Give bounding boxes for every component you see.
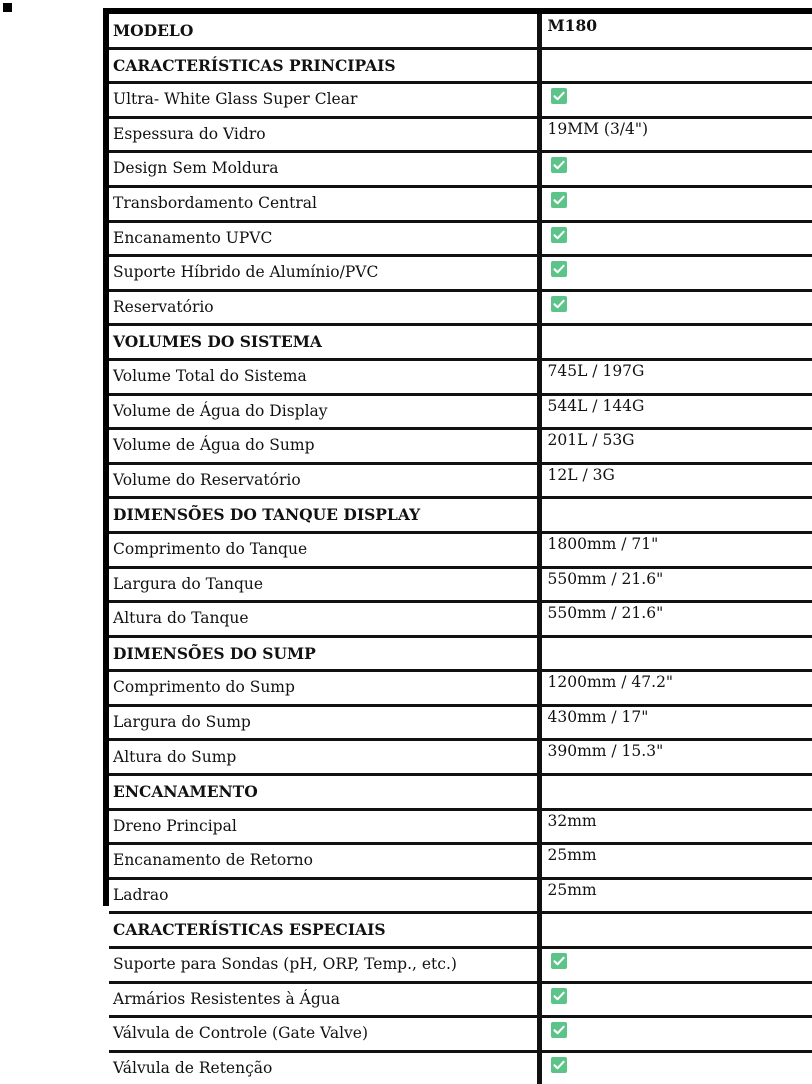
row-label: Volume de Água do Sump	[109, 429, 539, 464]
table-row	[109, 809, 812, 844]
row-label: MODELO	[109, 14, 539, 48]
table-row	[109, 532, 812, 567]
square-bullet-icon	[3, 3, 12, 12]
row-value	[539, 636, 812, 671]
row-label: Volume do Reservatório	[109, 463, 539, 498]
row-value: 544L / 144G	[539, 394, 812, 429]
table-row	[109, 878, 812, 913]
table-row	[109, 256, 812, 291]
row-value: 745L / 197G	[539, 359, 812, 394]
table-row	[109, 671, 812, 706]
row-value: 25mm	[539, 878, 812, 913]
row-value: 25mm	[539, 844, 812, 879]
row-value	[539, 498, 812, 533]
row-value: 12L / 3G	[539, 463, 812, 498]
row-value	[539, 221, 812, 256]
table-row	[109, 394, 812, 429]
table-row	[109, 290, 812, 325]
row-label: Encanamento UPVC	[109, 221, 539, 256]
row-label: Encanamento de Retorno	[109, 844, 539, 879]
table-row	[109, 740, 812, 775]
row-value	[539, 913, 812, 948]
row-label: Suporte Híbrido de Alumínio/PVC	[109, 256, 539, 291]
section-row	[109, 775, 812, 810]
row-value: 32mm	[539, 809, 812, 844]
row-label: Transbordamento Central	[109, 186, 539, 221]
check-icon	[551, 1057, 567, 1073]
section-row	[109, 498, 812, 533]
section-heading: ENCANAMENTO	[109, 775, 539, 810]
row-value	[539, 83, 812, 118]
row-label: Altura do Tanque	[109, 602, 539, 637]
row-value	[539, 325, 812, 360]
row-value	[539, 256, 812, 291]
row-label: Ladrao	[109, 878, 539, 913]
table-row	[109, 1017, 812, 1052]
row-label: Reservatório	[109, 290, 539, 325]
section-row	[109, 636, 812, 671]
row-label: Largura do Tanque	[109, 567, 539, 602]
table-row	[109, 186, 812, 221]
row-value: 550mm / 21.6"	[539, 602, 812, 637]
check-icon	[551, 227, 567, 243]
check-icon	[551, 296, 567, 312]
table-row	[109, 359, 812, 394]
row-label: Comprimento do Sump	[109, 671, 539, 706]
row-value	[539, 982, 812, 1017]
table-row	[109, 567, 812, 602]
row-value	[539, 186, 812, 221]
row-label: Largura do Sump	[109, 705, 539, 740]
row-value	[539, 152, 812, 187]
section-row	[109, 325, 812, 360]
row-label: Volume de Água do Display	[109, 394, 539, 429]
table-row	[109, 705, 812, 740]
row-value: 430mm / 17"	[539, 705, 812, 740]
row-value	[539, 48, 812, 83]
row-label: Armários Resistentes à Água	[109, 982, 539, 1017]
row-label: Comprimento do Tanque	[109, 532, 539, 567]
row-value: 19MM (3/4")	[539, 117, 812, 152]
row-label: Válvula de Controle (Gate Valve)	[109, 1017, 539, 1052]
row-label: Design Sem Moldura	[109, 152, 539, 187]
check-icon	[551, 261, 567, 277]
table-row	[109, 429, 812, 464]
row-label: Ultra- White Glass Super Clear	[109, 83, 539, 118]
row-value	[539, 948, 812, 983]
table-row	[109, 982, 812, 1017]
check-icon	[551, 953, 567, 969]
section-heading: CARACTERÍSTICAS ESPECIAIS	[109, 913, 539, 948]
row-value: 390mm / 15.3"	[539, 740, 812, 775]
row-value	[539, 1051, 812, 1084]
section-heading: VOLUMES DO SISTEMA	[109, 325, 539, 360]
row-value: 1200mm / 47.2"	[539, 671, 812, 706]
model-row	[109, 14, 812, 48]
row-label: Altura do Sump	[109, 740, 539, 775]
spec-table	[109, 14, 812, 1084]
spec-table-body	[109, 14, 812, 1084]
table-row	[109, 844, 812, 879]
row-value	[539, 1017, 812, 1052]
row-label: Espessura do Vidro	[109, 117, 539, 152]
row-value	[539, 290, 812, 325]
model-value: M180	[539, 14, 812, 48]
spec-table-frame	[103, 8, 812, 1077]
check-icon	[551, 988, 567, 1004]
row-value: 201L / 53G	[539, 429, 812, 464]
table-row	[109, 83, 812, 118]
table-row	[109, 948, 812, 983]
row-value	[539, 775, 812, 810]
row-label: Suporte para Sondas (pH, ORP, Temp., etc.)	[109, 948, 539, 983]
check-icon	[551, 88, 567, 104]
section-heading: DIMENSÕES DO SUMP	[109, 636, 539, 671]
row-label: Dreno Principal	[109, 809, 539, 844]
table-row	[109, 117, 812, 152]
table-row	[109, 152, 812, 187]
section-heading: DIMENSÕES DO TANQUE DISPLAY	[109, 498, 539, 533]
check-icon	[551, 157, 567, 173]
section-heading: CARACTERÍSTICAS PRINCIPAIS	[109, 48, 539, 83]
row-label: Volume Total do Sistema	[109, 359, 539, 394]
table-row	[109, 1051, 812, 1084]
row-label: Válvula de Retenção	[109, 1051, 539, 1084]
row-value: 1800mm / 71"	[539, 532, 812, 567]
section-row	[109, 48, 812, 83]
table-row	[109, 602, 812, 637]
row-value: 550mm / 21.6"	[539, 567, 812, 602]
check-icon	[551, 1022, 567, 1038]
section-row	[109, 913, 812, 948]
table-row	[109, 463, 812, 498]
check-icon	[551, 192, 567, 208]
table-row	[109, 221, 812, 256]
